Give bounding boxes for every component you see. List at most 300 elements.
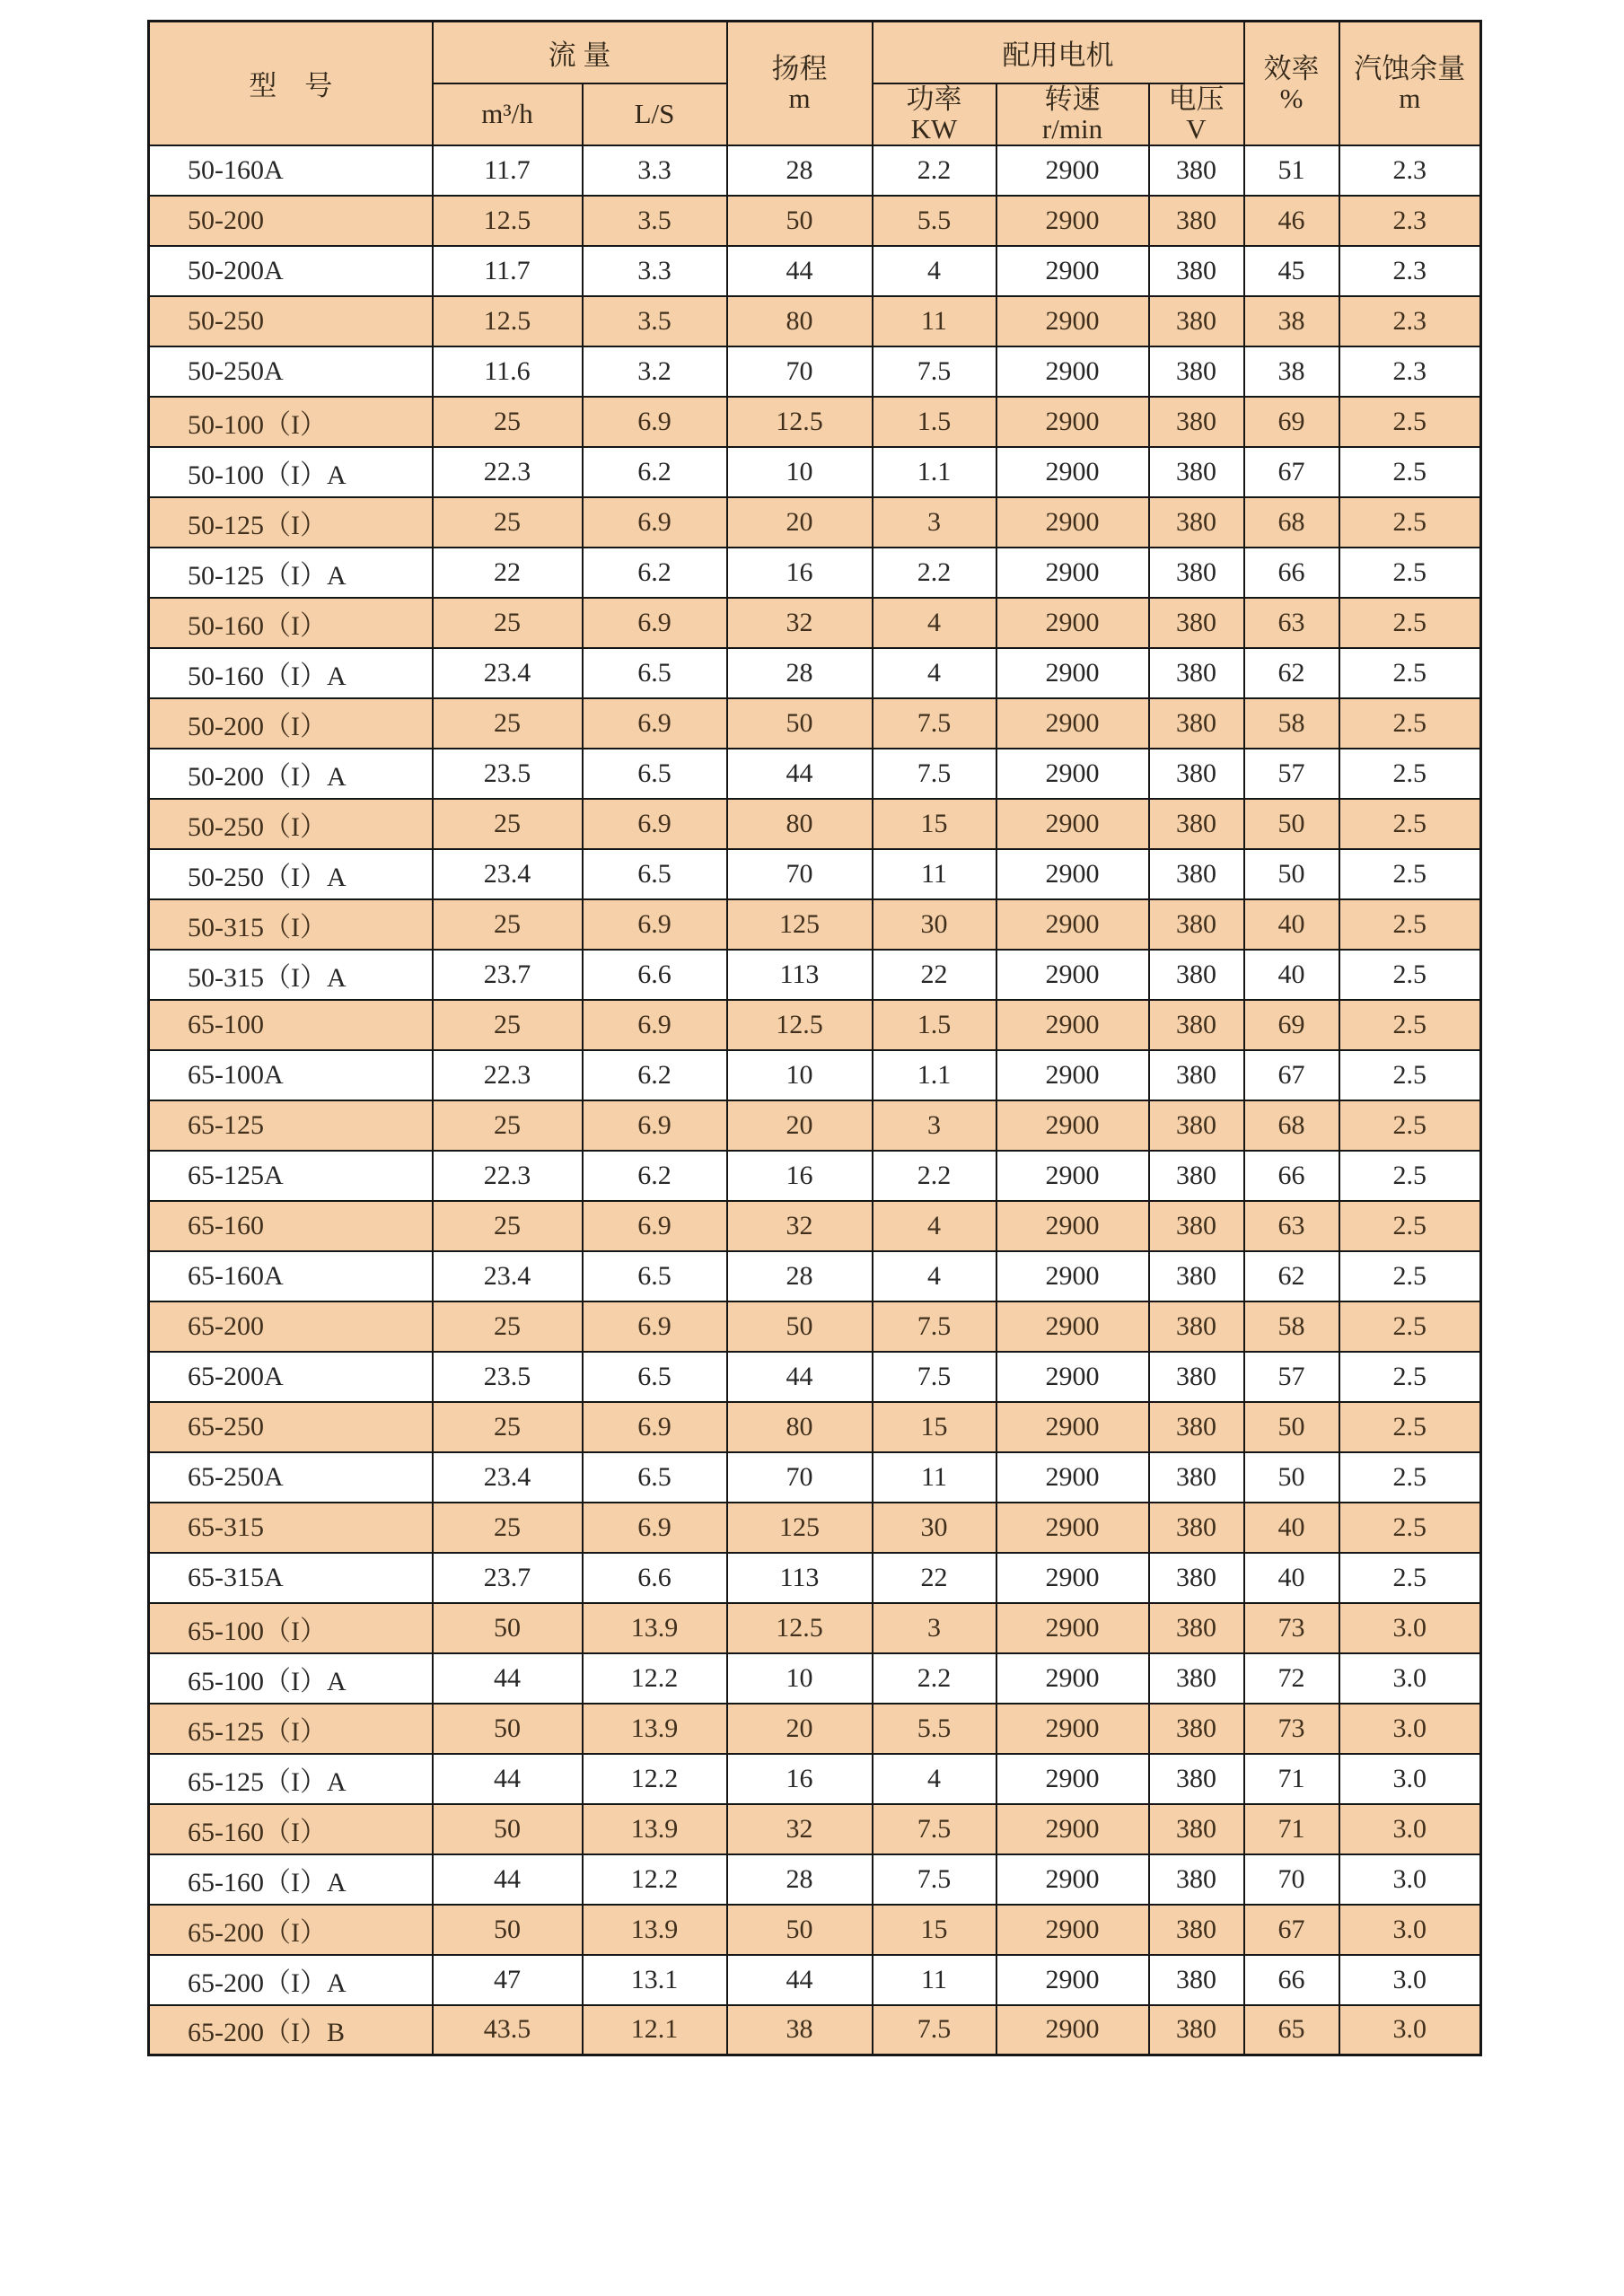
cell-flow-ls: 3.3 [583, 246, 727, 296]
cell-power: 1.1 [873, 1050, 996, 1100]
cell-flow-m3h: 11.7 [433, 145, 583, 196]
cell-voltage: 380 [1149, 950, 1244, 1000]
cell-efficiency: 67 [1244, 447, 1339, 497]
cell-voltage: 380 [1149, 1301, 1244, 1352]
cell-voltage: 380 [1149, 1653, 1244, 1704]
cell-power: 30 [873, 899, 996, 950]
header-efficiency [1244, 22, 1339, 145]
cell-flow-m3h: 22 [433, 548, 583, 598]
cell-power: 5.5 [873, 196, 996, 246]
cell-head: 12.5 [727, 1000, 873, 1050]
table-row [149, 1553, 1481, 1603]
cell-flow-m3h: 25 [433, 1100, 583, 1151]
cell-model: 65-125（I）A [149, 1754, 433, 1804]
cell-voltage: 380 [1149, 899, 1244, 950]
table-row [149, 1352, 1481, 1402]
cell-speed: 2900 [996, 1704, 1149, 1754]
cell-npsh: 3.0 [1339, 1603, 1481, 1653]
cell-flow-m3h: 23.4 [433, 1251, 583, 1301]
cell-npsh: 3.0 [1339, 1854, 1481, 1905]
cell-flow-m3h: 25 [433, 1201, 583, 1251]
cell-power: 11 [873, 849, 996, 899]
cell-head: 80 [727, 296, 873, 346]
cell-flow-m3h: 50 [433, 1905, 583, 1955]
header-voltage [1149, 83, 1244, 145]
header-npsh-label: 汽蚀余量 [1354, 52, 1466, 84]
cell-npsh: 2.5 [1339, 1100, 1481, 1151]
cell-flow-m3h: 23.5 [433, 1352, 583, 1402]
cell-flow-ls: 12.2 [583, 1854, 727, 1905]
cell-power: 7.5 [873, 698, 996, 749]
cell-efficiency: 40 [1244, 1553, 1339, 1603]
cell-flow-m3h: 23.5 [433, 749, 583, 799]
table-row [149, 447, 1481, 497]
cell-npsh: 2.5 [1339, 1553, 1481, 1603]
cell-efficiency: 50 [1244, 849, 1339, 899]
header-speed [996, 83, 1149, 145]
header-voltage-unit: V [1186, 113, 1207, 145]
cell-npsh: 3.0 [1339, 1905, 1481, 1955]
table-row [149, 1653, 1481, 1704]
cell-voltage: 380 [1149, 598, 1244, 648]
cell-efficiency: 63 [1244, 1201, 1339, 1251]
cell-flow-ls: 6.9 [583, 497, 727, 548]
cell-flow-m3h: 25 [433, 899, 583, 950]
cell-efficiency: 40 [1244, 899, 1339, 950]
cell-head: 32 [727, 1201, 873, 1251]
table-row [149, 1151, 1481, 1201]
header-head [727, 22, 873, 145]
header-voltage-label: 电压 [1168, 83, 1225, 115]
cell-flow-m3h: 23.4 [433, 849, 583, 899]
cell-speed: 2900 [996, 698, 1149, 749]
cell-head: 70 [727, 1452, 873, 1503]
cell-flow-m3h: 11.7 [433, 246, 583, 296]
cell-flow-ls: 6.9 [583, 698, 727, 749]
cell-npsh: 2.5 [1339, 1251, 1481, 1301]
cell-speed: 2900 [996, 548, 1149, 598]
cell-speed: 2900 [996, 1955, 1149, 2005]
cell-flow-m3h: 11.6 [433, 346, 583, 397]
cell-speed: 2900 [996, 1301, 1149, 1352]
cell-power: 3 [873, 1100, 996, 1151]
cell-voltage: 380 [1149, 1854, 1244, 1905]
cell-head: 16 [727, 1151, 873, 1201]
cell-model: 65-200（I） [149, 1905, 433, 1955]
table-row [149, 1000, 1481, 1050]
cell-model: 50-250（I）A [149, 849, 433, 899]
table-row [149, 698, 1481, 749]
table-row [149, 1100, 1481, 1151]
cell-head: 44 [727, 1352, 873, 1402]
cell-model: 65-315 [149, 1503, 433, 1553]
cell-voltage: 380 [1149, 548, 1244, 598]
cell-efficiency: 70 [1244, 1854, 1339, 1905]
cell-efficiency: 50 [1244, 1402, 1339, 1452]
cell-voltage: 380 [1149, 1452, 1244, 1503]
cell-flow-ls: 6.6 [583, 1553, 727, 1603]
header-flow-ls: L/S [583, 83, 727, 145]
cell-speed: 2900 [996, 497, 1149, 548]
cell-power: 15 [873, 1905, 996, 1955]
header-speed-label: 转速 [1044, 83, 1101, 115]
cell-model: 50-250A [149, 346, 433, 397]
header-efficiency-unit: % [1279, 82, 1304, 114]
cell-flow-ls: 6.2 [583, 1151, 727, 1201]
cell-npsh: 3.0 [1339, 1804, 1481, 1854]
cell-head: 70 [727, 346, 873, 397]
cell-flow-m3h: 22.3 [433, 1050, 583, 1100]
cell-power: 7.5 [873, 1352, 996, 1402]
cell-efficiency: 66 [1244, 1955, 1339, 2005]
cell-efficiency: 57 [1244, 1352, 1339, 1402]
table-row [149, 346, 1481, 397]
cell-flow-ls: 12.2 [583, 1653, 727, 1704]
cell-model: 50-100（I）A [149, 447, 433, 497]
cell-voltage: 380 [1149, 849, 1244, 899]
table-row [149, 749, 1481, 799]
table-row [149, 1804, 1481, 1854]
cell-voltage: 380 [1149, 296, 1244, 346]
cell-model: 65-125（I） [149, 1704, 433, 1754]
cell-efficiency: 40 [1244, 1503, 1339, 1553]
cell-power: 30 [873, 1503, 996, 1553]
cell-model: 65-200（I）B [149, 2005, 433, 2055]
cell-head: 20 [727, 1100, 873, 1151]
cell-flow-ls: 12.1 [583, 2005, 727, 2055]
cell-npsh: 3.0 [1339, 2005, 1481, 2055]
cell-speed: 2900 [996, 2005, 1149, 2055]
cell-speed: 2900 [996, 1402, 1149, 1452]
table-row [149, 1955, 1481, 2005]
cell-efficiency: 38 [1244, 296, 1339, 346]
cell-head: 50 [727, 698, 873, 749]
cell-speed: 2900 [996, 296, 1149, 346]
cell-head: 12.5 [727, 397, 873, 447]
cell-model: 65-160 [149, 1201, 433, 1251]
table-row [149, 1301, 1481, 1352]
cell-flow-m3h: 25 [433, 1402, 583, 1452]
cell-efficiency: 57 [1244, 749, 1339, 799]
cell-model: 65-160A [149, 1251, 433, 1301]
cell-power: 2.2 [873, 1151, 996, 1201]
cell-head: 38 [727, 2005, 873, 2055]
cell-power: 22 [873, 950, 996, 1000]
cell-power: 2.2 [873, 548, 996, 598]
cell-voltage: 380 [1149, 196, 1244, 246]
table-row [149, 145, 1481, 196]
cell-speed: 2900 [996, 1151, 1149, 1201]
header-power-unit: KW [910, 113, 958, 145]
cell-speed: 2900 [996, 950, 1149, 1000]
cell-power: 7.5 [873, 1804, 996, 1854]
cell-flow-ls: 6.5 [583, 749, 727, 799]
cell-speed: 2900 [996, 1553, 1149, 1603]
cell-model: 50-200（I） [149, 698, 433, 749]
cell-voltage: 380 [1149, 246, 1244, 296]
cell-efficiency: 66 [1244, 548, 1339, 598]
cell-npsh: 2.5 [1339, 397, 1481, 447]
cell-speed: 2900 [996, 1503, 1149, 1553]
cell-model: 65-200（I）A [149, 1955, 433, 2005]
cell-head: 16 [727, 548, 873, 598]
cell-head: 20 [727, 1704, 873, 1754]
cell-speed: 2900 [996, 799, 1149, 849]
cell-model: 50-315（I）A [149, 950, 433, 1000]
cell-flow-m3h: 50 [433, 1804, 583, 1854]
cell-model: 50-100（I） [149, 397, 433, 447]
cell-model: 65-200A [149, 1352, 433, 1402]
cell-npsh: 2.5 [1339, 698, 1481, 749]
cell-model: 50-125（I）A [149, 548, 433, 598]
cell-power: 2.2 [873, 145, 996, 196]
cell-voltage: 380 [1149, 1754, 1244, 1804]
cell-npsh: 2.5 [1339, 648, 1481, 698]
table-row [149, 548, 1481, 598]
cell-power: 4 [873, 598, 996, 648]
cell-speed: 2900 [996, 1100, 1149, 1151]
cell-flow-ls: 6.9 [583, 397, 727, 447]
cell-speed: 2900 [996, 1000, 1149, 1050]
table-row [149, 497, 1481, 548]
cell-flow-m3h: 25 [433, 1503, 583, 1553]
cell-npsh: 2.5 [1339, 1452, 1481, 1503]
cell-power: 1.5 [873, 1000, 996, 1050]
cell-flow-ls: 6.9 [583, 899, 727, 950]
table-row [149, 1402, 1481, 1452]
cell-flow-ls: 6.9 [583, 1402, 727, 1452]
cell-power: 7.5 [873, 2005, 996, 2055]
cell-flow-ls: 6.5 [583, 1352, 727, 1402]
cell-voltage: 380 [1149, 1100, 1244, 1151]
cell-head: 12.5 [727, 1603, 873, 1653]
cell-voltage: 380 [1149, 799, 1244, 849]
cell-voltage: 380 [1149, 1553, 1244, 1603]
header-npsh-unit: m [1399, 82, 1421, 114]
cell-speed: 2900 [996, 1603, 1149, 1653]
cell-power: 4 [873, 1754, 996, 1804]
cell-power: 11 [873, 1955, 996, 2005]
cell-efficiency: 73 [1244, 1603, 1339, 1653]
table-header [149, 22, 1481, 145]
table-body [149, 145, 1481, 2055]
cell-efficiency: 50 [1244, 1452, 1339, 1503]
cell-head: 16 [727, 1754, 873, 1804]
cell-flow-ls: 6.5 [583, 1452, 727, 1503]
cell-speed: 2900 [996, 196, 1149, 246]
cell-model: 50-315（I） [149, 899, 433, 950]
cell-head: 50 [727, 1905, 873, 1955]
cell-voltage: 380 [1149, 1201, 1244, 1251]
cell-model: 65-125A [149, 1151, 433, 1201]
table-row [149, 1754, 1481, 1804]
cell-npsh: 2.5 [1339, 447, 1481, 497]
cell-power: 2.2 [873, 1653, 996, 1704]
cell-power: 4 [873, 1201, 996, 1251]
header-npsh [1339, 22, 1481, 145]
cell-npsh: 2.5 [1339, 1050, 1481, 1100]
cell-flow-ls: 3.5 [583, 296, 727, 346]
header-row-1 [149, 22, 1481, 83]
cell-speed: 2900 [996, 1201, 1149, 1251]
cell-head: 32 [727, 598, 873, 648]
cell-speed: 2900 [996, 849, 1149, 899]
cell-flow-ls: 6.9 [583, 1000, 727, 1050]
header-flow-group: 流 量 [433, 22, 727, 83]
cell-power: 11 [873, 1452, 996, 1503]
cell-flow-m3h: 25 [433, 397, 583, 447]
cell-head: 80 [727, 799, 873, 849]
cell-flow-m3h: 50 [433, 1704, 583, 1754]
cell-voltage: 380 [1149, 497, 1244, 548]
table-row [149, 296, 1481, 346]
cell-npsh: 2.5 [1339, 1151, 1481, 1201]
table-row [149, 1603, 1481, 1653]
table-row [149, 899, 1481, 950]
header-head-label: 扬程 [771, 52, 828, 84]
cell-voltage: 380 [1149, 698, 1244, 749]
table-row [149, 1905, 1481, 1955]
cell-voltage: 380 [1149, 1905, 1244, 1955]
cell-flow-m3h: 23.4 [433, 648, 583, 698]
cell-voltage: 380 [1149, 1804, 1244, 1854]
cell-flow-ls: 12.2 [583, 1754, 727, 1804]
cell-flow-ls: 6.6 [583, 950, 727, 1000]
header-motor-group: 配用电机 [873, 22, 1244, 83]
cell-efficiency: 51 [1244, 145, 1339, 196]
pump-spec-table [147, 20, 1482, 2056]
cell-model: 50-200 [149, 196, 433, 246]
cell-model: 65-160（I） [149, 1804, 433, 1854]
header-efficiency-label: 效率 [1263, 52, 1320, 84]
table-row [149, 950, 1481, 1000]
cell-flow-ls: 6.5 [583, 849, 727, 899]
cell-speed: 2900 [996, 1653, 1149, 1704]
cell-model: 65-100A [149, 1050, 433, 1100]
cell-speed: 2900 [996, 1754, 1149, 1804]
cell-flow-ls: 6.2 [583, 447, 727, 497]
cell-voltage: 380 [1149, 2005, 1244, 2055]
cell-npsh: 2.5 [1339, 799, 1481, 849]
table-row [149, 1251, 1481, 1301]
cell-npsh: 2.5 [1339, 497, 1481, 548]
cell-model: 50-160A [149, 145, 433, 196]
cell-head: 32 [727, 1804, 873, 1854]
cell-speed: 2900 [996, 447, 1149, 497]
header-speed-unit: r/min [1041, 113, 1103, 145]
cell-speed: 2900 [996, 1804, 1149, 1854]
cell-efficiency: 69 [1244, 397, 1339, 447]
cell-flow-ls: 13.9 [583, 1603, 727, 1653]
cell-npsh: 2.5 [1339, 548, 1481, 598]
cell-flow-ls: 6.5 [583, 1251, 727, 1301]
table-row [149, 246, 1481, 296]
cell-voltage: 380 [1149, 1151, 1244, 1201]
cell-speed: 2900 [996, 397, 1149, 447]
header-power [873, 83, 996, 145]
cell-npsh: 2.3 [1339, 296, 1481, 346]
cell-power: 15 [873, 1402, 996, 1452]
table-row [149, 1854, 1481, 1905]
cell-model: 65-160（I）A [149, 1854, 433, 1905]
cell-flow-ls: 6.9 [583, 1201, 727, 1251]
cell-flow-ls: 13.9 [583, 1905, 727, 1955]
cell-head: 28 [727, 145, 873, 196]
table-row [149, 1452, 1481, 1503]
cell-head: 44 [727, 749, 873, 799]
cell-npsh: 2.5 [1339, 598, 1481, 648]
cell-npsh: 2.5 [1339, 1301, 1481, 1352]
cell-voltage: 380 [1149, 397, 1244, 447]
cell-voltage: 380 [1149, 1955, 1244, 2005]
table-row [149, 799, 1481, 849]
cell-flow-m3h: 43.5 [433, 2005, 583, 2055]
cell-npsh: 3.0 [1339, 1754, 1481, 1804]
cell-power: 3 [873, 1603, 996, 1653]
cell-voltage: 380 [1149, 145, 1244, 196]
cell-head: 80 [727, 1402, 873, 1452]
cell-head: 44 [727, 246, 873, 296]
cell-speed: 2900 [996, 1854, 1149, 1905]
cell-head: 10 [727, 1050, 873, 1100]
cell-efficiency: 73 [1244, 1704, 1339, 1754]
header-head-unit: m [788, 82, 811, 114]
cell-flow-m3h: 25 [433, 1000, 583, 1050]
cell-flow-ls: 3.3 [583, 145, 727, 196]
cell-npsh: 2.5 [1339, 1201, 1481, 1251]
cell-power: 7.5 [873, 749, 996, 799]
cell-npsh: 3.0 [1339, 1955, 1481, 2005]
cell-head: 125 [727, 899, 873, 950]
cell-model: 65-315A [149, 1553, 433, 1603]
table-row [149, 397, 1481, 447]
cell-efficiency: 62 [1244, 648, 1339, 698]
table-row [149, 1704, 1481, 1754]
cell-head: 20 [727, 497, 873, 548]
cell-npsh: 2.5 [1339, 1000, 1481, 1050]
cell-head: 125 [727, 1503, 873, 1553]
cell-power: 7.5 [873, 1301, 996, 1352]
cell-voltage: 380 [1149, 1603, 1244, 1653]
cell-model: 65-250 [149, 1402, 433, 1452]
cell-npsh: 2.3 [1339, 196, 1481, 246]
cell-model: 50-200（I）A [149, 749, 433, 799]
cell-flow-m3h: 22.3 [433, 447, 583, 497]
cell-flow-m3h: 25 [433, 497, 583, 548]
cell-npsh: 3.0 [1339, 1704, 1481, 1754]
cell-power: 1.5 [873, 397, 996, 447]
cell-voltage: 380 [1149, 1000, 1244, 1050]
table-row [149, 648, 1481, 698]
cell-flow-ls: 6.2 [583, 1050, 727, 1100]
cell-npsh: 2.5 [1339, 950, 1481, 1000]
cell-flow-ls: 13.9 [583, 1704, 727, 1754]
cell-flow-m3h: 47 [433, 1955, 583, 2005]
cell-head: 28 [727, 648, 873, 698]
cell-flow-ls: 6.9 [583, 1503, 727, 1553]
cell-head: 50 [727, 196, 873, 246]
cell-npsh: 2.5 [1339, 1503, 1481, 1553]
cell-voltage: 380 [1149, 447, 1244, 497]
cell-model: 50-250（I） [149, 799, 433, 849]
cell-npsh: 2.3 [1339, 346, 1481, 397]
cell-flow-m3h: 25 [433, 799, 583, 849]
cell-model: 50-200A [149, 246, 433, 296]
cell-power: 7.5 [873, 1854, 996, 1905]
cell-head: 44 [727, 1955, 873, 2005]
cell-power: 5.5 [873, 1704, 996, 1754]
cell-voltage: 380 [1149, 648, 1244, 698]
